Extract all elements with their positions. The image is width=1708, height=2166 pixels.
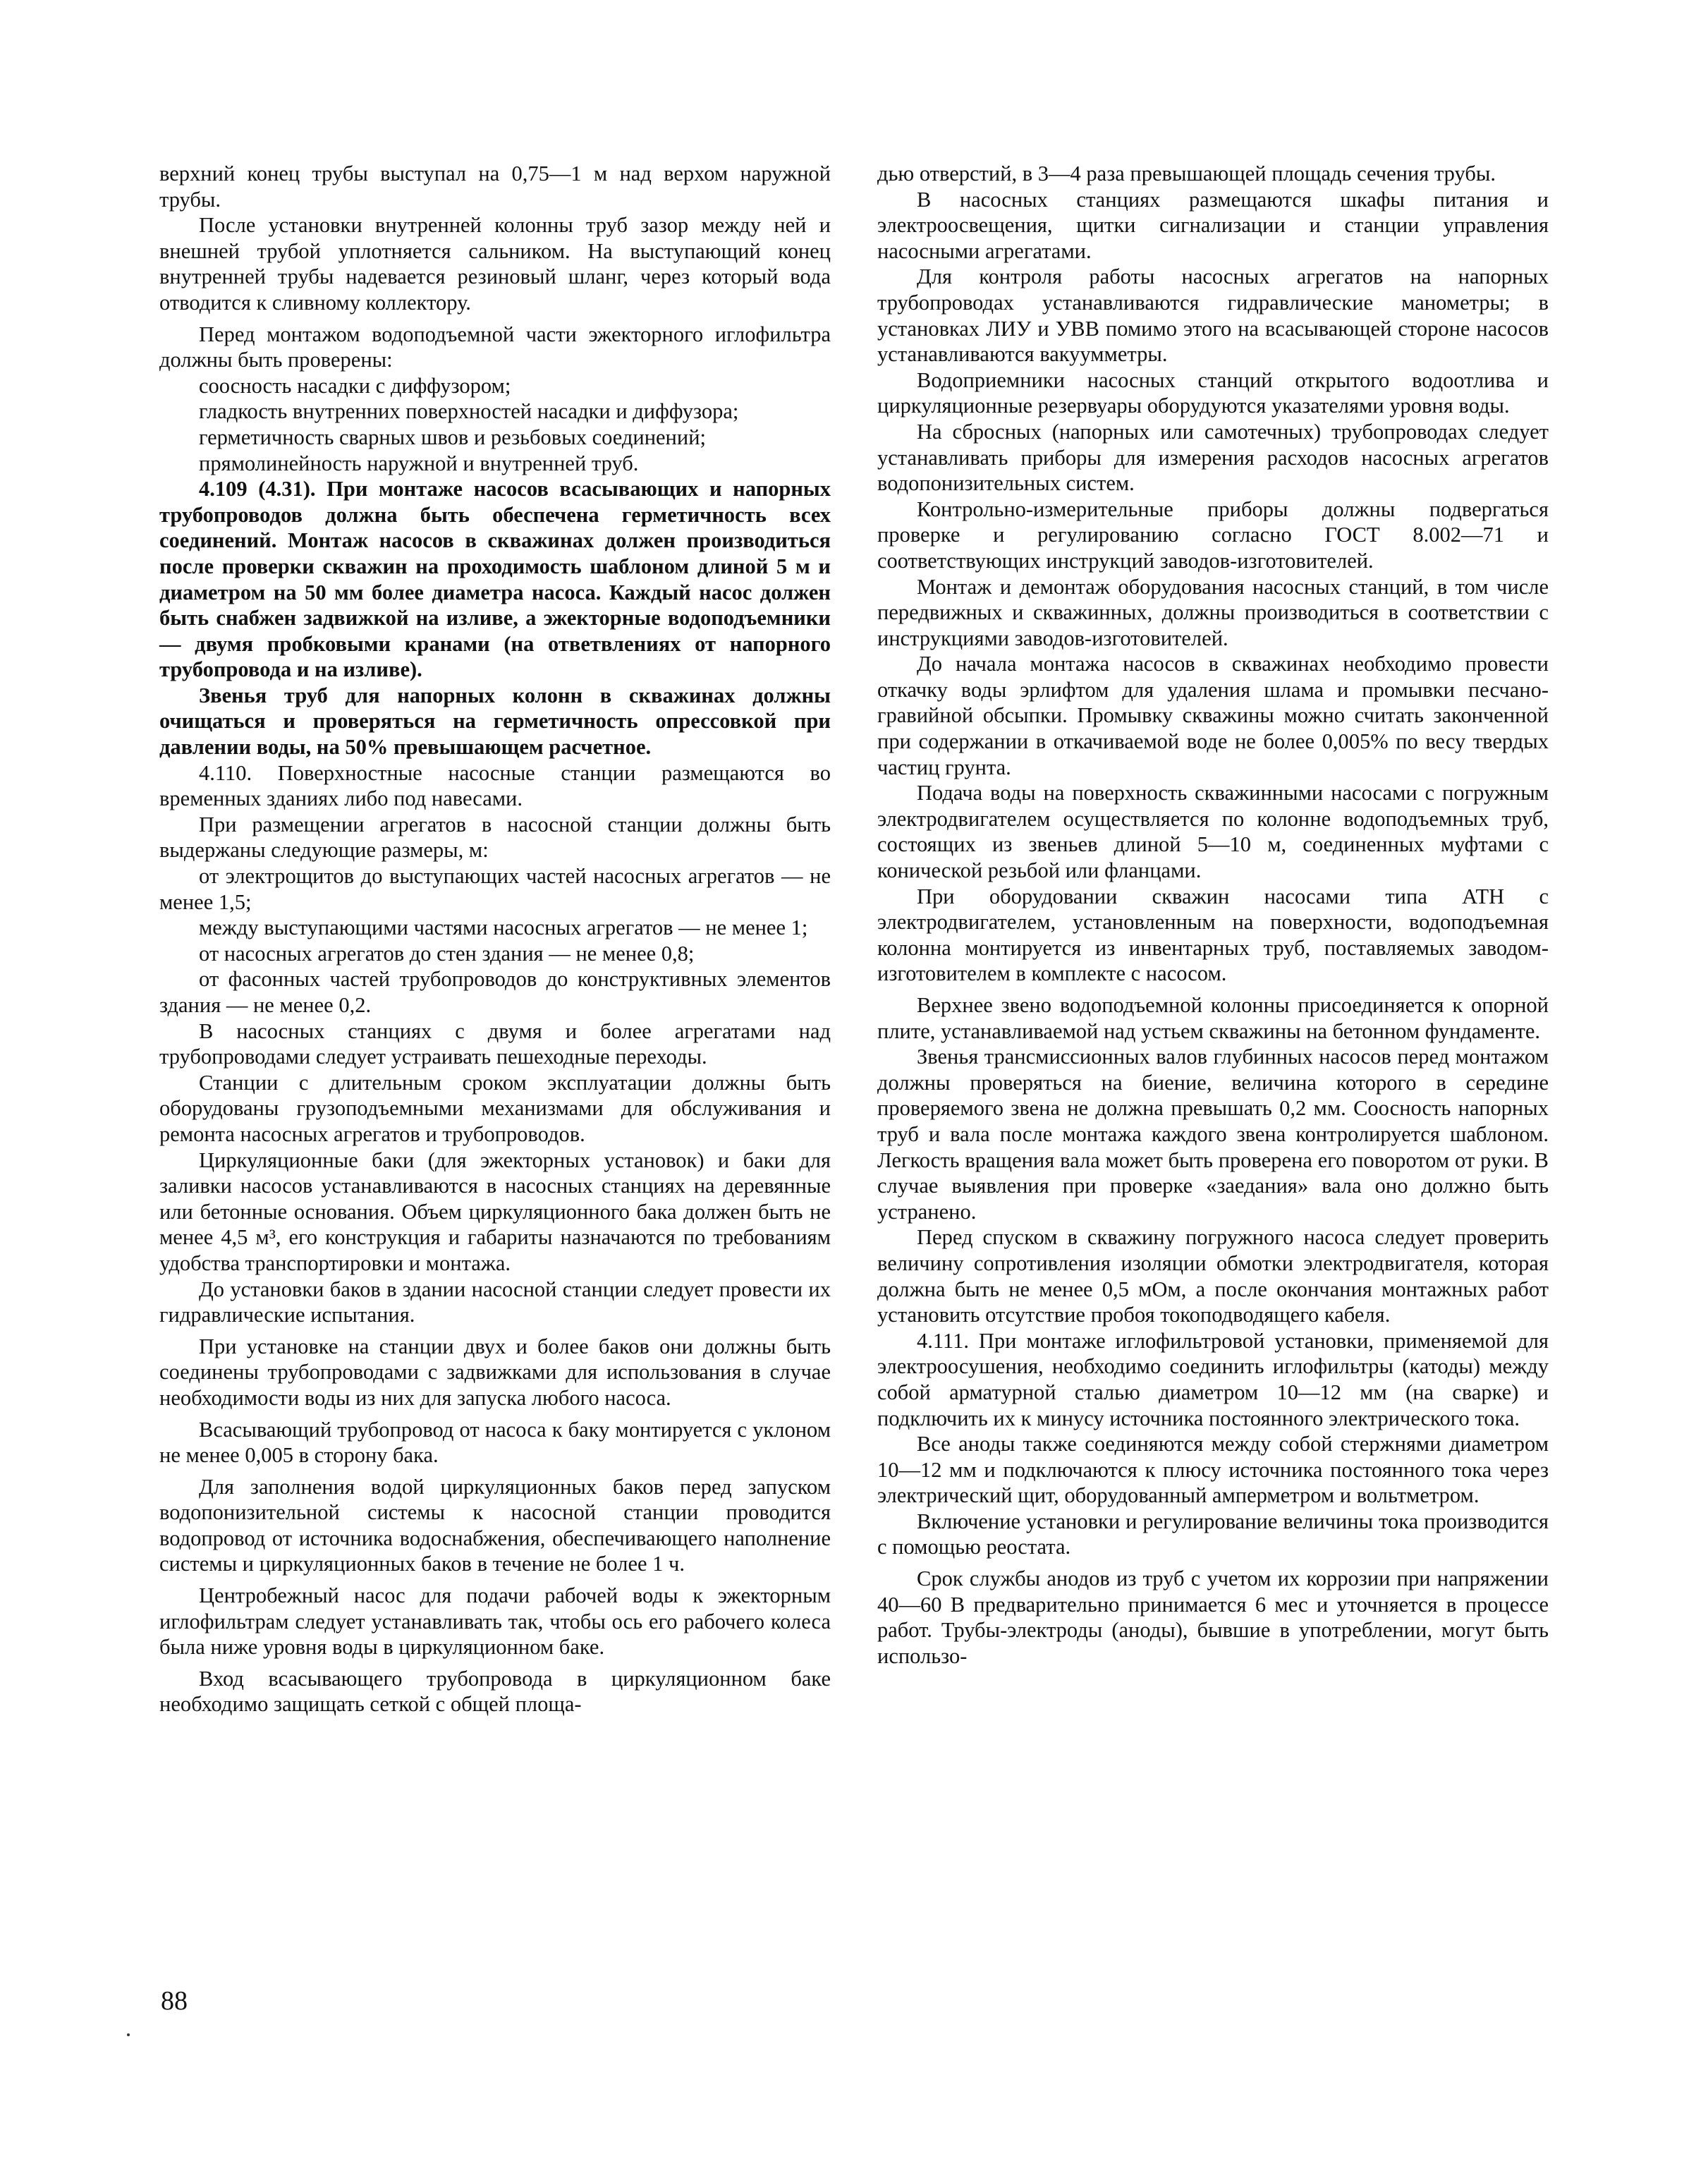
clause-4-111: 4.111. При монтаже иглофильтровой установки, применяемой для электроосушения, необходимо соединить иглофильтры (катоды) между собой арматурной сталью диаметром 10—12 мм (на сварке) и подключить их к минусу источника постоянного электрического тока.: [877, 1328, 1549, 1430]
paragraph: Вход всасывающего трубопровода в циркуляционном баке необходимо защищать сеткой с общей площа-: [159, 1666, 831, 1717]
list-item: от насосных агрегатов до стен здания — не менее 0,8;: [199, 941, 695, 966]
paragraph: Всасывающий трубопровод от насоса к баку монтируется с уклоном не менее 0,005 в сторону бака.: [159, 1417, 831, 1468]
clause-4-109: 4.109 (4.31). При монтаже насосов всасывающих и напорных трубопроводов должна быть обеспечена герметичность всех соединений. Монтаж насосов в скважинах должен производиться после проверки скважин на проходимость шаблоном длиной 5 м и диаметром на 50 мм более диаметра насоса. Каждый насос должен быть снабжен задвижкой на изливе, а эжекторные водоподъемники — двумя пробковыми кранами (на ответвлениях от напорного трубопровода и на изливе).: [159, 477, 831, 682]
paragraph: Монтаж и демонтаж оборудования насосных станций, в том числе передвижных и скважинных, должны производиться в соответствии с инструкциями заводов-изготовителей.: [877, 574, 1549, 650]
page-number: 88: [161, 1986, 188, 2016]
paragraph: Центробежный насос для подачи рабочей воды к эжекторным иглофильтрам следует устанавливать так, чтобы ось его рабочего колеса была ниже уровня воды в циркуляционном баке.: [159, 1583, 831, 1660]
list-item: соосность насадки с диффузором;: [199, 373, 511, 398]
paragraph: Подача воды на поверхность скважинными насосами с погружным электродвигателем осуществляется по колонне водоподъемных труб, состоящих из звеньев длиной 5—10 м, соединенных муфтами с конической резьбой или фланцами.: [877, 781, 1549, 883]
paragraph: Для контроля работы насосных агрегатов на напорных трубопроводах устанавливаются гидравлические манометры; в установках ЛИУ и УВВ помимо этого на всасывающей стороне насосов устанавливаются вакуумметры.: [877, 264, 1549, 367]
paragraph: В насосных станциях с двумя и более агрегатами над трубопроводами следует устраивать пешеходные переходы.: [159, 1018, 831, 1069]
paragraph: До установки баков в здании насосной станции следует провести их гидравлические испытания.: [159, 1277, 831, 1327]
scan-speck: [127, 2033, 130, 2036]
paragraph: Контрольно-измерительные приборы должны подвергаться проверке и регулированию согласно ГОСТ 8.002—71 и соответствующих инструкций заводов-изготовителей.: [877, 497, 1549, 573]
clause-4-110: 4.110. Поверхностные насосные станции размещаются во временных зданиях либо под навесами.: [159, 760, 831, 811]
paragraph: Включение установки и регулирование величины тока производится с помощью реостата.: [877, 1509, 1549, 1559]
list-item: гладкость внутренних поверхностей насадки и диффузора;: [199, 399, 739, 424]
list-item: между выступающими частями насосных агрегатов — не менее 1;: [199, 915, 808, 940]
paragraph: После установки внутренней колонны труб зазор между ней и внешней трубой уплотняется сальником. На выступающий конец внутренней трубы надевается резиновый шланг, через который вода отводится к сливному коллектору.: [159, 213, 831, 315]
paragraph: В насосных станциях размещаются шкафы питания и электроосвещения, щитки сигнализации и станции управления насосными агрегатами.: [877, 187, 1549, 263]
right-column: [877, 161, 1549, 1669]
paragraph: Для заполнения водой циркуляционных баков перед запуском водопонизительной системы к насосной станции проводится водопровод от источника водоснабжения, обеспечивающего наполнение системы и циркуляционных баков в течение не более 1 ч.: [159, 1474, 831, 1576]
paragraph: Все аноды также соединяются между собой стержнями диаметром 10—12 мм и подключаются к плюсу источника постоянного тока через электрический щит, оборудованный амперметром и вольтметром.: [877, 1432, 1549, 1508]
list-item: от электрощитов до выступающих частей насосных агрегатов — не менее 1,5;: [159, 864, 831, 914]
paragraph: Перед спуском в скважину погружного насоса следует проверить величину сопротивления изоляции обмотки электродвигателя, которая должна быть не менее 0,5 мОм, а после окончания монтажных работ установить отсутствие пробоя токоподводящего кабеля.: [877, 1225, 1549, 1327]
paragraph: При установке на станции двух и более баков они должны быть соединены трубопроводами с задвижками для использования в случае необходимости воды из них для запуска любого насоса.: [159, 1334, 831, 1410]
paragraph: Водоприемники насосных станций открытого водоотлива и циркуляционные резервуары оборудуются указателями уровня воды.: [877, 367, 1549, 418]
paragraph: До начала монтажа насосов в скважинах необходимо провести откачку воды эрлифтом для удаления шлама и промывки песчано-гравийной обсыпки. Промывку скважины можно считать законченной при содержании в откачиваемой воде не более 0,005% по весу твердых частиц грунта.: [877, 652, 1549, 779]
paragraph: Станции с длительным сроком эксплуатации должны быть оборудованы грузоподъемными механизмами для обслуживания и ремонта насосных агрегатов и трубопроводов.: [159, 1070, 831, 1146]
paragraph: При размещении агрегатов в насосной станции должны быть выдержаны следующие размеры, м:: [159, 812, 831, 863]
paragraph: Срок службы анодов из труб с учетом их коррозии при напряжении 40—60 В предварительно принимается 6 мес и уточняется в процессе работ. Трубы-электроды (аноды), бывшие в употреблении, могут быть использо-: [877, 1566, 1549, 1668]
list-item: прямолинейность наружной и внутренней труб.: [199, 451, 639, 475]
paragraph: При оборудовании скважин насосами типа АТН с электродвигателем, установленным на поверхности, водоподъемная колонна монтируется из инвентарных труб, поставляемых заводом-изготовителем в комплекте с насосом.: [877, 884, 1549, 986]
list-item: от фасонных частей трубопроводов до конструктивных элементов здания — не менее 0,2.: [159, 967, 831, 1017]
paragraph: Перед монтажом водоподъемной части эжекторного иглофильтра должны быть проверены:: [159, 322, 831, 372]
list-item: герметичность сварных швов и резьбовых соединений;: [199, 425, 706, 449]
paragraph: Верхнее звено водоподъемной колонны присоединяется к опорной плите, устанавливаемой над устьем скважины на бетонном фундаменте.: [877, 993, 1549, 1043]
paragraph-bold: Звенья труб для напорных колонн в скважинах должны очищаться и проверяться на герметичность опрессовкой при давлении воды, на 50% превышающем расчетное.: [159, 683, 831, 760]
paragraph: Звенья трансмиссионных валов глубинных насосов перед монтажом должны проверяться на биение, величина которого в середине проверяемого звена не должна превышать 0,2 мм. Соосность напорных труб и вала после монтажа каждого звена контролируется шаблоном. Легкость вращения вала может быть проверена его поворотом от руки. В случае выявления при проверке «заедания» вала оно должно быть устранено.: [877, 1045, 1549, 1224]
paragraph: дью отверстий, в 3—4 раза превышающей площадь сечения трубы.: [877, 162, 1496, 185]
paragraph: Циркуляционные баки (для эжекторных установок) и баки для заливки насосов устанавливаются в насосных станциях на деревянные или бетонные основания. Объем циркуляционного бака должен быть не менее 4,5 м³, его конструкция и габариты назначаются по требованиям удобства транспортировки и монтажа.: [159, 1148, 831, 1275]
paragraph: верхний конец трубы выступал на 0,75—1 м над верхом наружной трубы.: [159, 162, 831, 212]
paragraph: На сбросных (напорных или самотечных) трубопроводах следует устанавливать приборы для измерения расходов насосных агрегатов водопонизительных систем.: [877, 419, 1549, 496]
left-column: [159, 161, 831, 1717]
